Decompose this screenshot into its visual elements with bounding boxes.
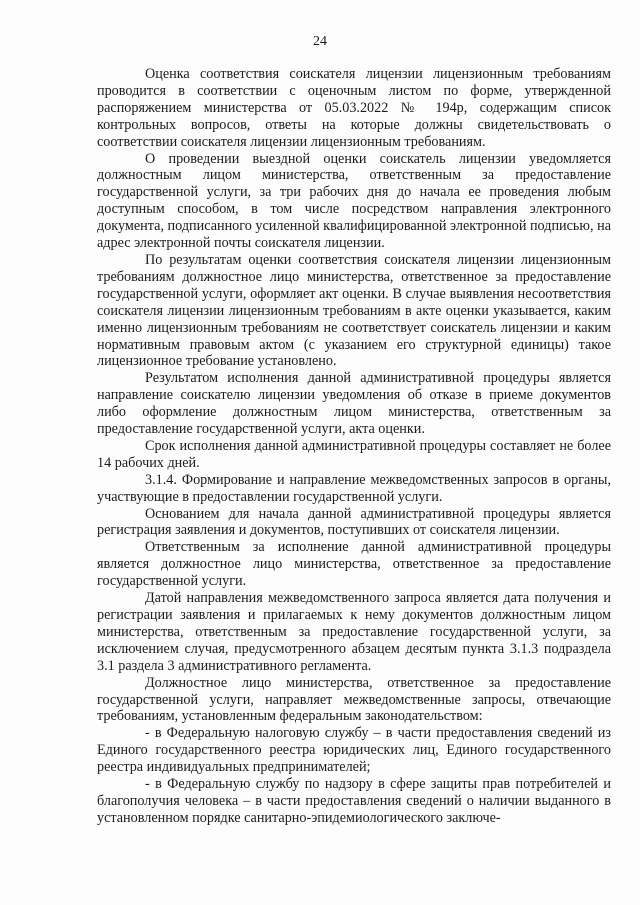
paragraph-interagency-requests: Должностное лицо министерства, ответственное за предоставление государственной услуги, направляет межведомственные запросы, отвечающие требованиям, установленным федеральным законодательством: <box>97 674 611 725</box>
paragraph-procedure-result: Результатом исполнения данной административной процедуры является направление соискателю лицензии уведомления об отказе в приеме документов либо оформление должностным лицом министерства, ответственным за предоставление государственной услуги, акта оценки. <box>97 370 611 438</box>
page-number: 24 <box>313 34 327 49</box>
section-heading-3-1-4: 3.1.4. Формирование и направление межведомственных запросов в органы, участвующие в предоставлении государственной услуги. <box>97 471 611 505</box>
paragraph-responsible-official: Ответственным за исполнение данной административной процедуры является должностное лицо министерства, ответственное за предоставление государственной услуги. <box>97 539 611 590</box>
paragraph-assessment-checklist: Оценка соответствия соискателя лицензии лицензионным требованиям проводится в соответствии с оценочным листом по форме, утвержденной распоряжением министерства от 05.03.2022 № 194р, содержащим список контрольных вопросов, ответы на которые должны свидетельствовать о соответствии соискателя лицензии лицензионным требованиям. <box>97 66 611 150</box>
list-item-consumer-protection: - в Федеральную службу по надзору в сфере защиты прав потребителей и благополучия человека – в части предоставления сведений о наличии выданного в установленном порядке санитарно-эпидемиологического заключе- <box>97 776 611 826</box>
paragraph-onsite-notification: О проведении выездной оценки соискатель лицензии уведомляется должностным лицом министерства, ответственным за предоставление государственной услуги, за три рабочих дня до начала ее проведения любым доступным способом, в том числе посредством направления электронного документа, подписанного усиленной квалифицированной электронной подписью, на адрес электронной почты соискателя лицензии. <box>97 150 611 252</box>
document-body <box>97 66 611 827</box>
paragraph-request-date: Датой направления межведомственного запроса является дата получения и регистрации заявления и прилагаемых к нему документов должностным лицом министерства, ответственным за предоставление государственной услуги, за исключением случая, предусмотренного абзацем десятым пункта 3.1.3 подраздела 3.1 раздела 3 административного регламента. <box>97 590 611 674</box>
paragraph-procedure-deadline: Срок исполнения данной административной процедуры составляет не более 14 рабочих дней. <box>97 437 611 471</box>
paragraph-assessment-act: По результатам оценки соответствия соискателя лицензии лицензионным требованиям должностное лицо министерства, ответственное за предоставление государственной услуги, оформляет акт оценки. В случае выявления несоответствия соискателя лицензии лицензионным требованиям в акте оценки указывается, каким именно лицензионным требованиям не соответствует соискатель лицензии и каким нормативным правовым актом (с указанием его структурной единицы) такое лицензионное требование установлено. <box>97 251 611 370</box>
paragraph-procedure-basis: Основанием для начала данной административной процедуры является регистрация заявления и документов, поступивших от соискателя лицензии. <box>97 505 611 539</box>
list-item-tax-service: - в Федеральную налоговую службу – в части предоставления сведений из Единого государственного реестра юридических лиц, Единого государственного реестра индивидуальных предпринимателей; <box>97 725 611 776</box>
